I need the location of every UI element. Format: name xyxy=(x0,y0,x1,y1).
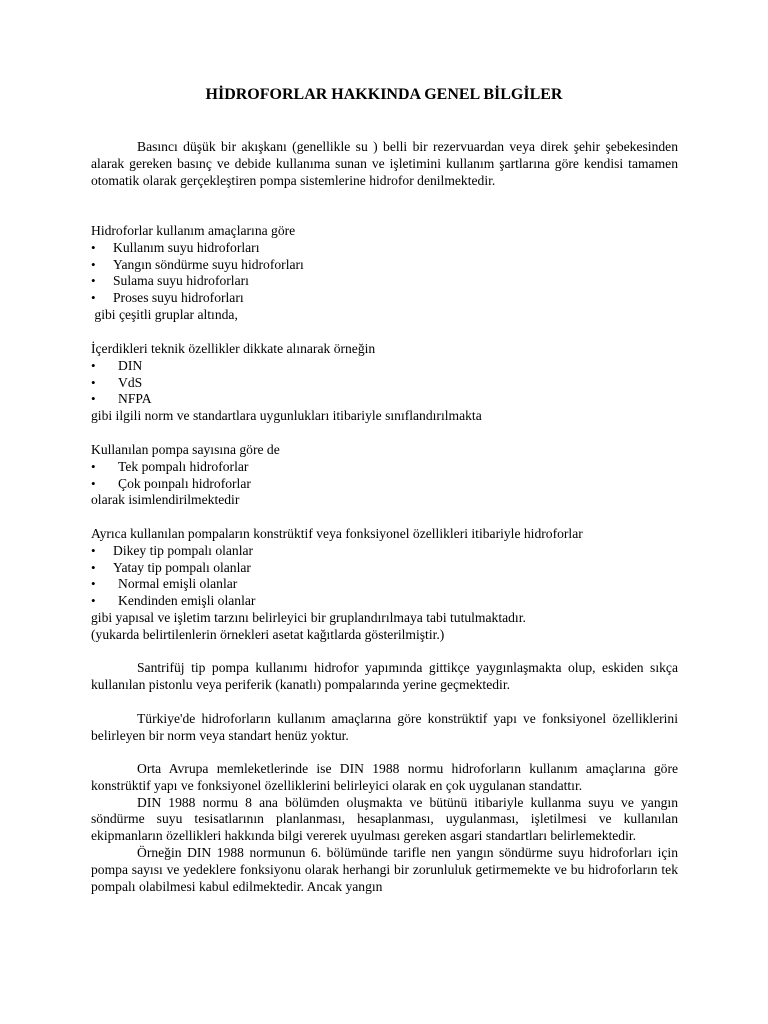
bullet-icon xyxy=(91,560,113,577)
bullet-icon xyxy=(91,576,118,593)
list-item: • Normal emişli olanlar xyxy=(91,576,678,593)
list-item: • DIN xyxy=(91,358,678,375)
list-item: • Kendinden emişli olanlar xyxy=(91,593,678,610)
example-paragraph: Örneğin DIN 1988 normunun 6. bölümünde tarifle nen yangın söndürme suyu hidroforları için pompa sayısı ve yedeklere fonksiyonu olarak herhangi bir zorunluluk getirmemekte ve bu hidroforların tek pompalı olabilmesi kabul edilmektedir. Ancak yangın xyxy=(91,844,678,894)
turkey-paragraph: Türkiye'de hidroforların kullanım amaçlarına göre konstrüktif yapı ve fonksiyonel özelliklerini belirleyen bir norm veya standart henüz yoktur. xyxy=(91,711,678,743)
construction-note: (yukarda belirtilenlerin örnekleri asetat kağıtlarda gösterilmiştir.) xyxy=(91,626,445,642)
europe-paragraph: Orta Avrupa memleketlerinde ise DIN 1988 normu hidroforların kullanım amaçlarına göre konstrüktif yapı ve fonksiyonel özelliklerini belirleyici olarak en çok uygulanan standattır. xyxy=(91,761,678,793)
bullet-icon xyxy=(91,593,118,610)
list-item: • Kullanım suyu hidroforları xyxy=(91,240,678,257)
bullet-icon xyxy=(91,290,113,307)
bullet-icon xyxy=(91,273,113,290)
pumpcount-section xyxy=(91,442,678,509)
pumpcount-lead: Kullanılan pompa sayısına göre de xyxy=(91,442,280,457)
list-item: • Dikey tip pompalı olanlar xyxy=(91,543,678,560)
din-paragraph: DIN 1988 normu 8 ana bölümden oluşmakta ve bütünü itibariyle kullanma suyu ve yangın söndürme suyu tesisatlarının planlanması, hesaplanması, uygulanması, işletilmesi ve kullanılan ekipmanların özellikleri hakkında bilgi vererek uyulması gereken asgari standartları belirlemektedir. xyxy=(91,794,678,844)
bullet-icon xyxy=(91,375,118,392)
construction-lead: Ayrıca kullanılan pompaların konstrüktif veya fonksiyonel özellikleri itibariyle hidroforlar xyxy=(91,526,583,541)
bullet-icon xyxy=(91,240,113,257)
bullet-icon xyxy=(91,358,118,375)
bullet-icon xyxy=(91,459,118,476)
centrifugal-paragraph: Santrifüj tip pompa kullanımı hidrofor yapımında gittikçe yaygınlaşmakta olup, eskiden sıkça kullanılan pistonlu veya periferik (kanatlı) pompalarında yerine geçmektedir. xyxy=(91,660,678,692)
list-item: • Çok poınpalı hidroforlar xyxy=(91,476,678,493)
list-item: • Tek pompalı hidroforlar xyxy=(91,459,678,476)
list-item: • VdS xyxy=(91,375,678,392)
technical-lead: İçerdikleri teknik özellikler dikkate alınarak örneğin xyxy=(91,341,376,356)
din-section xyxy=(91,761,678,895)
list-item: • Sulama suyu hidroforları xyxy=(91,273,678,290)
list-item: • Yangın söndürme suyu hidroforları xyxy=(91,257,678,274)
technical-tail: gibi ilgili norm ve standartlara uygunlukları itibariyle sınıflandırılmakta xyxy=(91,408,482,424)
list-item: • NFPA xyxy=(91,391,678,408)
purpose-lead: Hidroforlar kullanım amaçlarına göre xyxy=(91,223,296,238)
construction-tail: gibi yapısal ve işletim tarzını belirleyici bir gruplandırılmaya tabi tutulmaktadır. xyxy=(91,609,526,625)
bullet-icon xyxy=(91,391,118,408)
purpose-section xyxy=(91,223,678,324)
intro-paragraph: Basıncı düşük bir akışkanı (genellikle su ) belli bir rezervuardan veya direk şehir şebekesinden alarak gereken basınç ve debide kullanıma sunan ve işletimini kullanım şartlarına göre kendisi tamamen otomatik olarak gerçekleştiren pompa sistemlerine hidrofor denilmektedir. xyxy=(91,139,678,188)
purpose-tail: gibi çeşitli gruplar altında, xyxy=(91,306,238,322)
technical-section xyxy=(91,341,678,425)
pumpcount-tail: olarak isimlendirilmektedir xyxy=(91,492,240,508)
list-item: • Proses suyu hidroforları xyxy=(91,290,678,307)
list-item: • Yatay tip pompalı olanlar xyxy=(91,560,678,577)
construction-section xyxy=(91,526,678,644)
bullet-icon xyxy=(91,543,113,560)
bullet-icon xyxy=(91,476,118,493)
document-title: HİDROFORLAR HAKKINDA GENEL BİLGİLER xyxy=(205,86,563,103)
bullet-icon xyxy=(91,257,113,274)
